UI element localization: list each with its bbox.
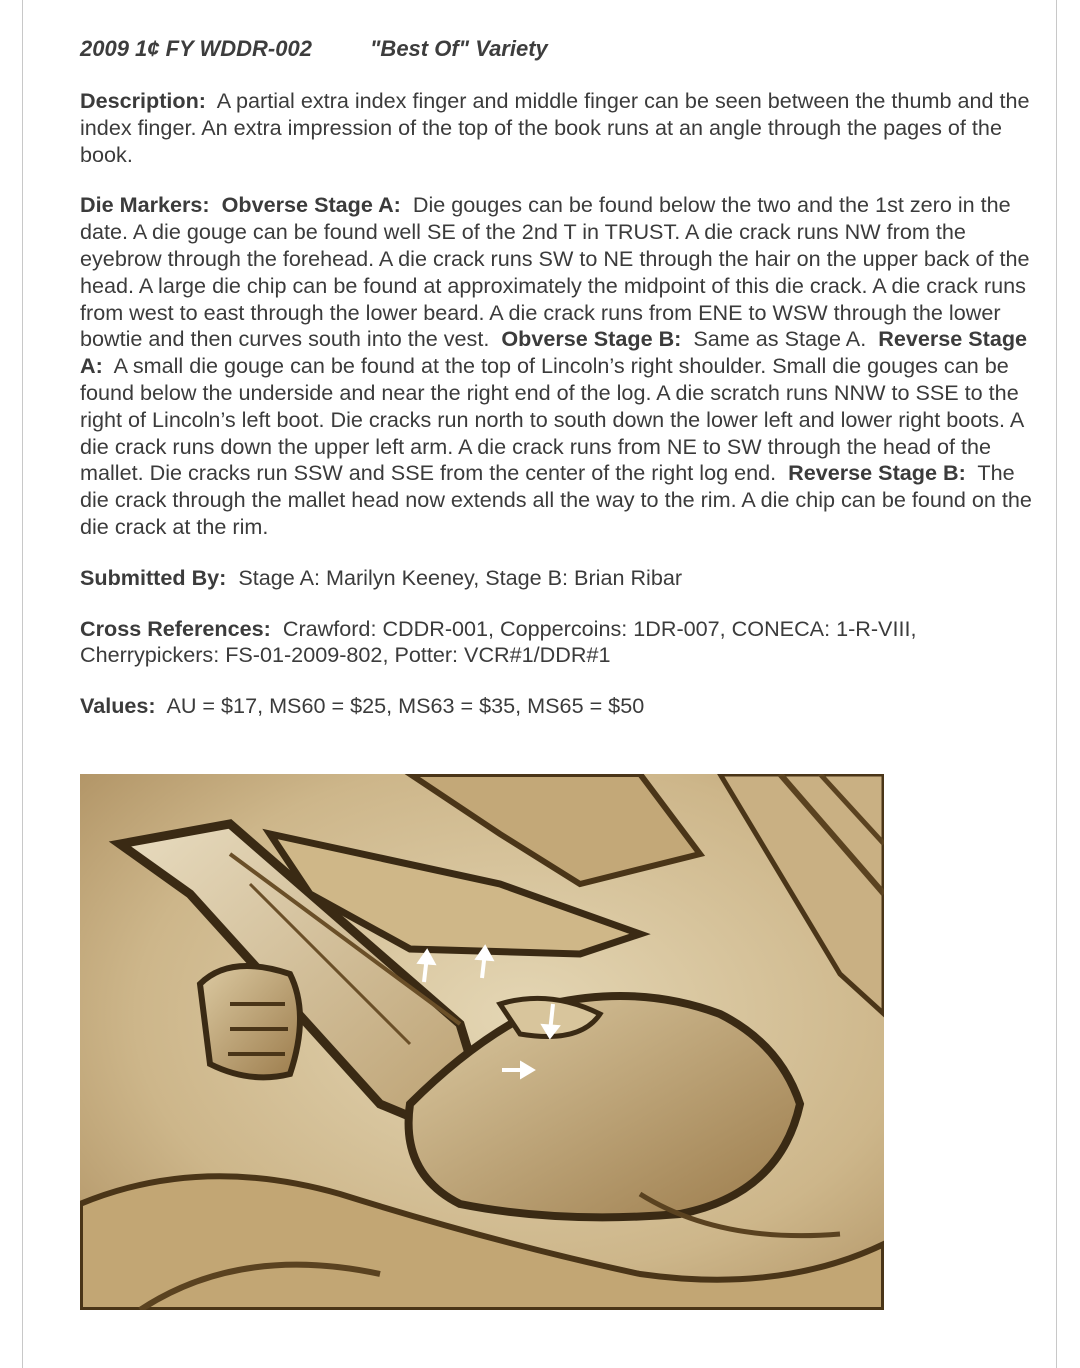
description-text: A partial extra index finger and middle finger can be seen between the thumb and the index finger. An extra impression of the top of the book runs at an angle through the pages of the book. [80,88,1030,167]
cross-references-label: Cross References: [80,615,271,641]
reverse-stage-a-text: A small die gouge can be found at the top of Lincoln’s right shoulder. Small die gouges can be found below the underside and near the right end of the log. A die scratch runs NNW to SSE to the right of Lincoln’s left boot. Die cracks run north to south down the lower left and lower right boots. A die crack runs down the upper left arm. A die crack runs from NE to SW through the head of the mallet. Die cracks run SSW and SSE from the center of the right log end. [80,353,1024,486]
description-paragraph [80,88,1040,168]
cross-references-paragraph [80,616,1040,670]
obverse-stage-a-text: Die gouges can be found below the two and the 1st zero in the date. A die gouge can be found well SE of the 2nd T in TRUST. A die crack runs NW from the eyebrow through the forehead. A die crack runs SW to NE through the hair on the upper back of the head. A large die chip can be found at approximately the midpoint of this die crack. A die crack runs from west to east through the lower beard. A die crack runs from ENE to WSW through the lower bowtie and then curves south into the vest. [80,192,1030,352]
obverse-stage-b-label: Obverse Stage B: [501,326,682,352]
reverse-stage-b-label: Reverse Stage B: [788,460,966,486]
variety-listing [80,36,1040,720]
page-border-left [22,0,23,1368]
values-label: Values: [80,693,156,719]
variety-header [80,36,1040,70]
die-markers-paragraph [80,192,1040,540]
description-label: Description: [80,88,206,113]
die-markers-label: Die Markers: [80,192,210,218]
submitted-by-label: Submitted By: [80,564,227,590]
page-border-right [1056,0,1057,1368]
values-paragraph [80,693,1040,720]
obverse-stage-b-text: Same as Stage A. [693,326,867,352]
variety-category: "Best Of" Variety [370,36,548,61]
reverse-stage-b-text: The die crack through the mallet head now extends all the way to the rim. A die chip can be found on the die crack at the rim. [80,460,1032,539]
reverse-stage-a-label: Reverse Stage A: [80,326,1028,379]
obverse-stage-a-label: Obverse Stage A: [221,192,401,218]
coin-closeup-photo [80,774,884,1310]
variety-designation: 2009 1¢ FY WDDR-002 [80,36,312,61]
values-text: AU = $17, MS60 = $25, MS63 = $35, MS65 = $50 [166,693,645,719]
submitted-by-paragraph [80,565,1040,592]
cross-references-text: Crawford: CDDR-001, Coppercoins: 1DR-007, CONECA: 1-R-VIII, Cherrypickers: FS-01-2009-802, Potter: VCR#1/DDR#1 [80,615,917,668]
submitted-by-text: Stage A: Marilyn Keeney, Stage B: Brian Ribar [238,564,683,590]
